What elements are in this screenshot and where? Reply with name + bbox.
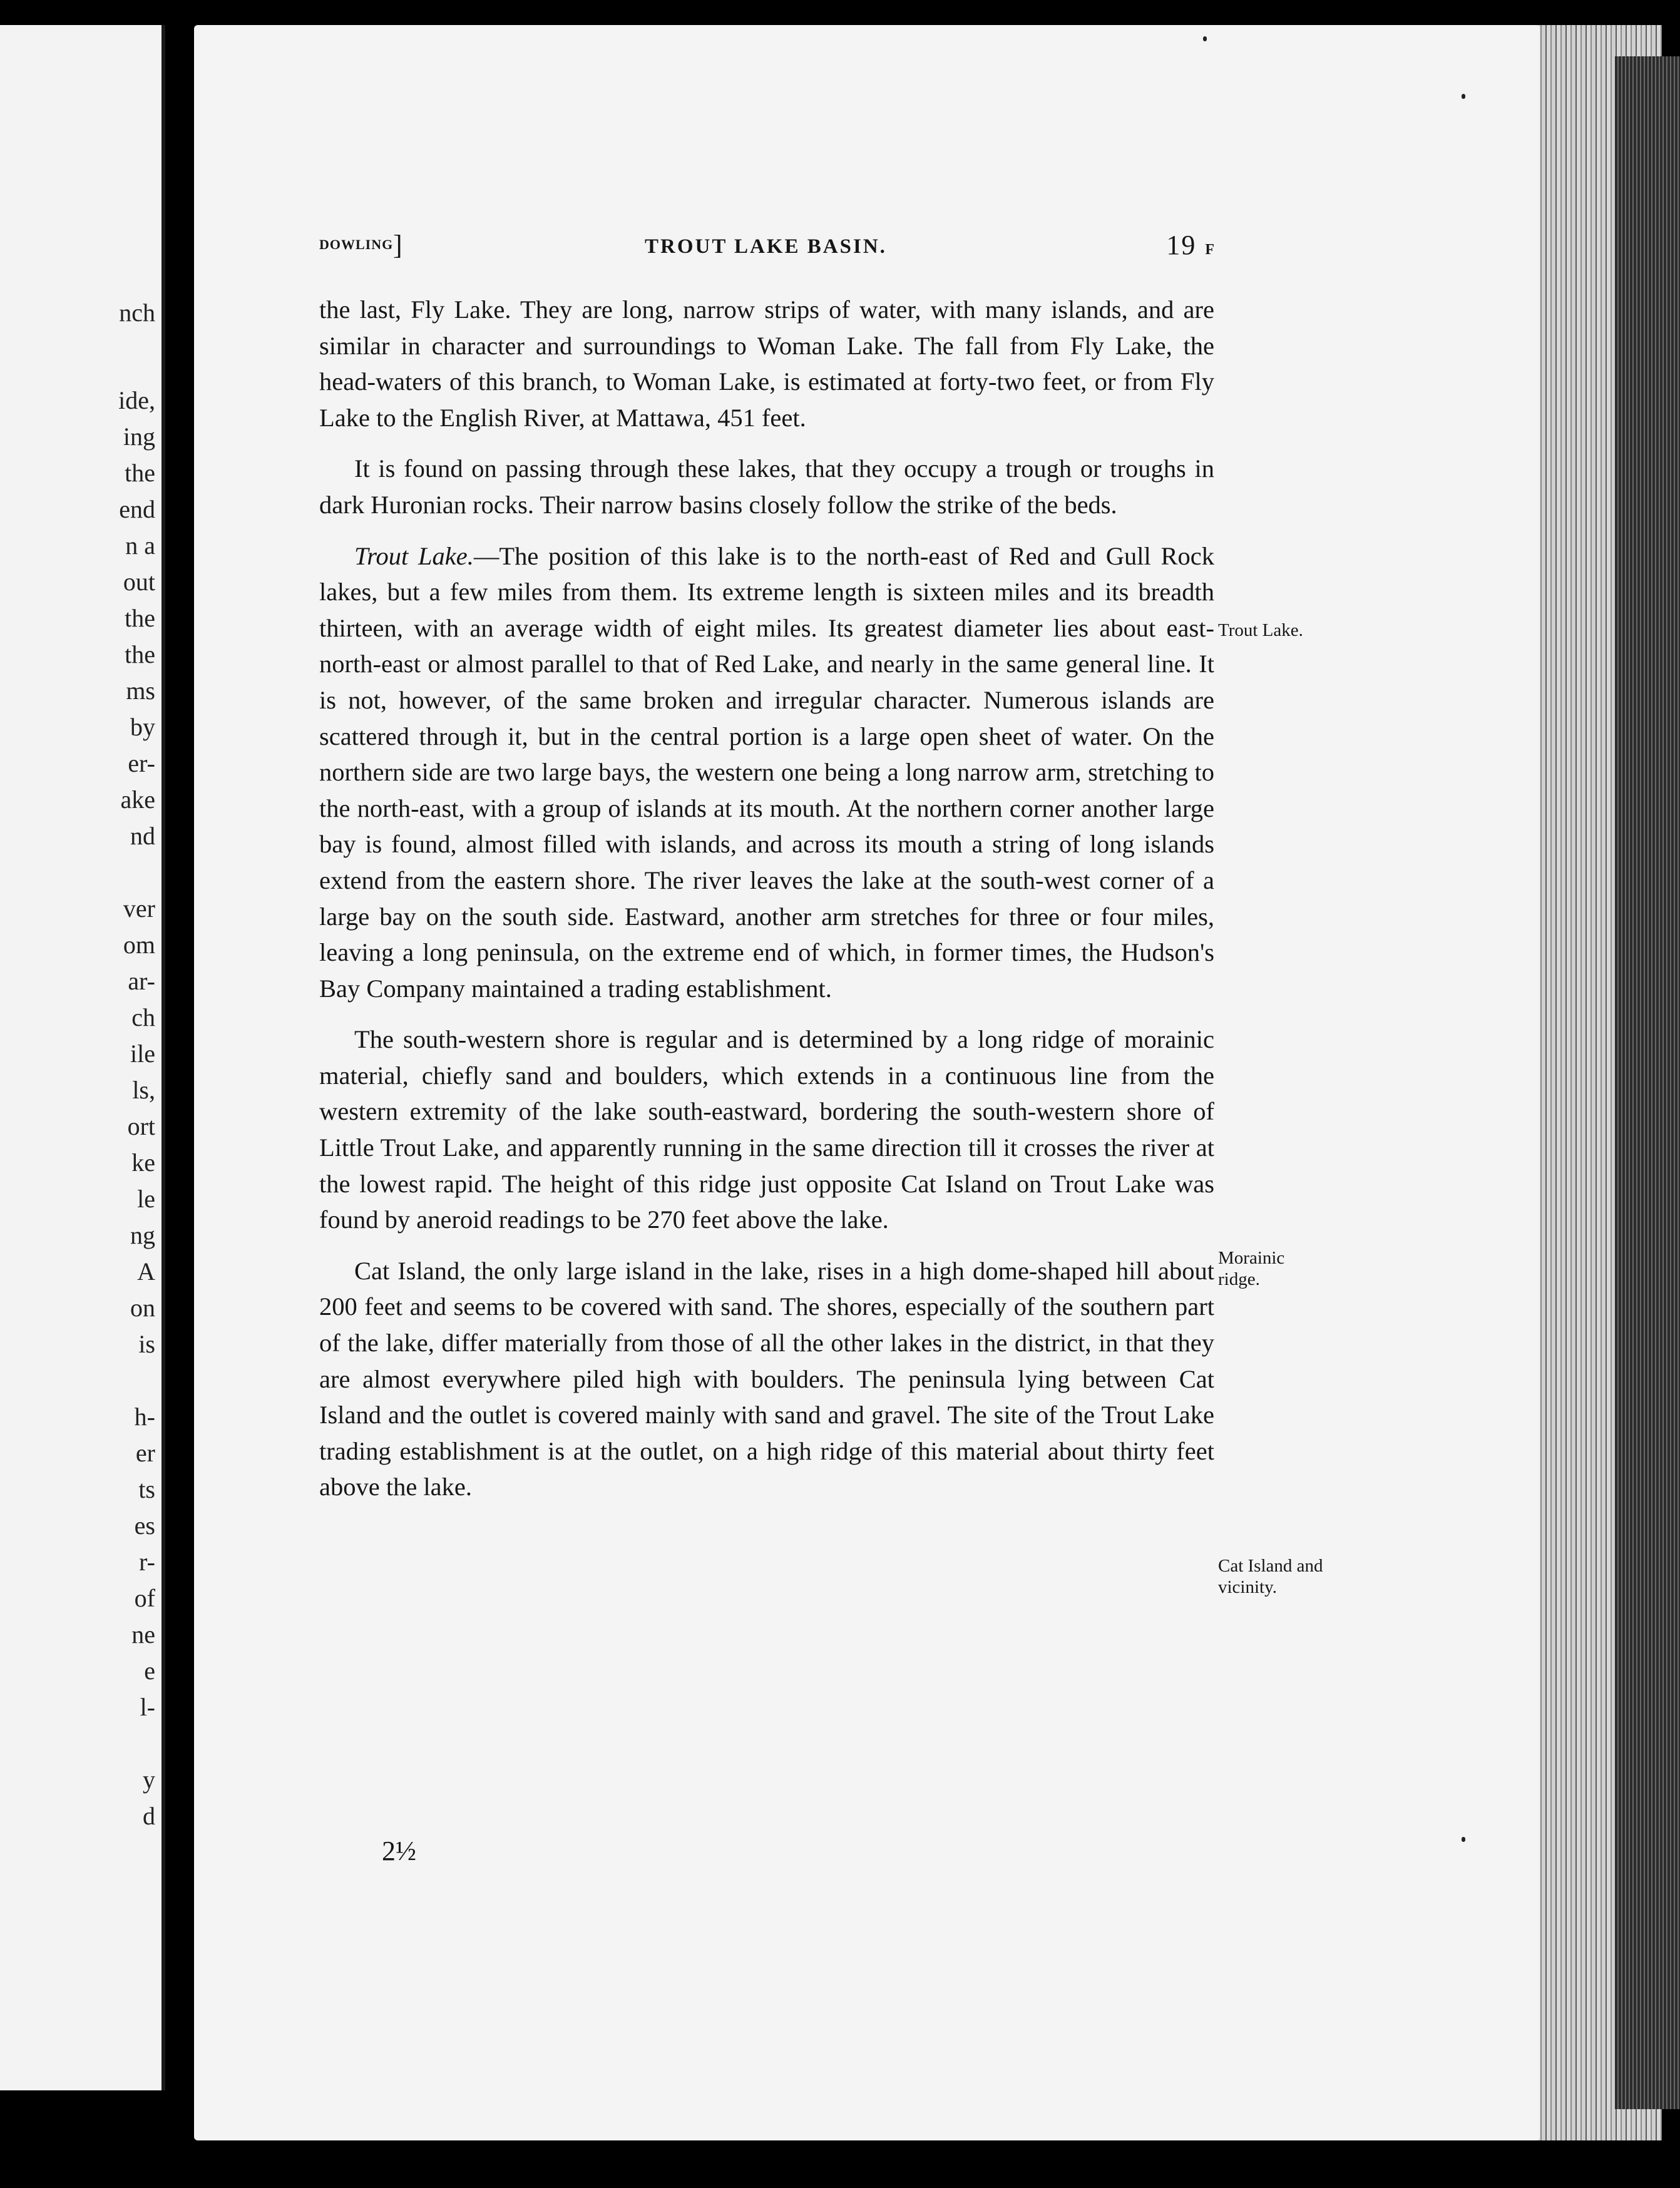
paragraph-3	[319, 538, 1214, 1007]
facing-page-fragment: e	[144, 1657, 155, 1685]
facing-page-fragment: n a	[125, 531, 155, 560]
facing-page-fragment: ts	[138, 1475, 155, 1503]
facing-page-fragment: end	[119, 495, 155, 523]
facing-page-fragment: y	[143, 1766, 155, 1794]
facing-page-fragment: ke	[131, 1148, 155, 1177]
facing-page-fragment: is	[138, 1330, 155, 1358]
dust-speck	[1462, 1837, 1465, 1842]
paragraph-4: The south-western shore is regular and is determined by a long ridge of morainic material, chiefly sand and boulders, which extends in a continuous line from the western extremity of the lake south-eastward, bordering the south-western shore of Little Trout Lake, and apparently running in the same direction till it crosses the river at the lowest rapid. The height of this ridge just opposite Cat Island on Trout Lake was found by aneroid readings to be 270 feet above the lake.	[319, 1025, 1214, 1234]
paragraph-2: It is found on passing through these lakes, that they occupy a trough or troughs in dark Huronian rocks. Their narrow basins closely follow the strike of the beds.	[319, 454, 1214, 519]
signature-mark: 2½	[382, 1836, 416, 1866]
side-note-trout-lake: Trout Lake.	[1218, 620, 1303, 640]
paragraph-5: Cat Island, the only large island in the lake, rises in a high dome-shaped hill about 200 feet and seems to be covered with sand. The shores, especially of the southern part of the lake, differ materially from those of all the other lakes in the district, in that they are almost everywhere piled high with boulders. The peninsula lying between Cat Island and the outlet is covered mainly with sand and gravel. The site of the Trout Lake trading establishment is at the outlet, on a high ridge of this material about thirty feet above the lake.	[319, 1256, 1214, 1501]
facing-page-fragment: ver	[123, 894, 155, 923]
running-head-title: TROUT LAKE BASIN.	[645, 235, 887, 258]
side-note-morainic: Morainic	[1218, 1248, 1285, 1268]
running-head-author: DOWLING	[319, 237, 394, 252]
dust-speck	[1462, 94, 1465, 99]
facing-page-fragment: ne	[131, 1620, 155, 1649]
facing-page-fragment: nd	[130, 822, 155, 850]
facing-page-fragment: ar-	[128, 967, 155, 995]
facing-page-fragment: on	[130, 1294, 155, 1322]
facing-page-fragment: ch	[131, 1003, 155, 1031]
facing-page-fragment: A	[137, 1257, 155, 1286]
running-head-bracket: ]	[393, 230, 404, 260]
facing-page-fragment: h-	[134, 1403, 155, 1431]
facing-page-fragment: out	[123, 568, 155, 596]
facing-page-fragment: om	[123, 931, 155, 959]
running-head	[319, 232, 1214, 263]
facing-page-fragment: ls,	[132, 1076, 155, 1104]
facing-page-fragment: the	[125, 459, 155, 487]
facing-page-fragment: the	[125, 640, 155, 668]
facing-page-fragment: ng	[130, 1221, 155, 1249]
facing-page-fragment: nch	[119, 299, 155, 327]
page-number	[1166, 229, 1214, 261]
facing-page-fragment: ake	[120, 785, 155, 814]
facing-page-fragment: d	[143, 1802, 155, 1830]
facing-page-fragment: l-	[140, 1693, 155, 1721]
facing-page-fragment: le	[137, 1185, 155, 1213]
facing-page	[0, 25, 165, 2090]
side-note-ridge: ridge.	[1218, 1269, 1260, 1289]
facing-page-fragment: er-	[128, 749, 155, 777]
dust-speck	[1203, 36, 1207, 41]
side-note-cat-island: Cat Island and	[1218, 1556, 1323, 1576]
facing-page-fragment: es	[134, 1511, 155, 1540]
body-text	[319, 292, 1214, 1520]
facing-page-fragment: ide,	[118, 386, 155, 414]
paragraph-heading: Trout Lake.	[354, 541, 474, 570]
facing-page-fragment: ms	[126, 677, 155, 705]
facing-page-fragment: ile	[130, 1040, 155, 1068]
side-note-vicinity: vicinity.	[1218, 1577, 1277, 1597]
paragraph-1: the last, Fly Lake. They are long, narrow strips of water, with many islands, and are similar in character and surroundings to Woman Lake. The fall from Fly Lake, the head-waters of this branch, to Woman Lake, is estimated at forty-two feet, or from Fly Lake to the English River, at Mattawa, 451 feet.	[319, 295, 1214, 432]
page-number-suffix: F	[1205, 242, 1214, 258]
paragraph-3-text: —The position of this lake is to the north-east of Red and Gull Rock lakes, but a few miles from them. Its extreme length is sixteen miles and its breadth thirteen, with an average width of eight miles. Its greatest diameter lies about east-north-east or almost parallel to that of Red Lake, and nearly in the same general line. It is not, however, of the same broken and irregular character. Numerous islands are scattered through it, but in the central portion is a large open sheet of water. On the northern side are two large bays, the western one being a long narrow arm, stretching to the north-east, with a group of islands at its mouth. At the northern corner another large bay is found, almost filled with islands, and across its mouth a string of long islands extend from the eastern shore. The river leaves the lake at the south-west corner of a large bay on the south side. Eastward, another arm stretches for three or four miles, leaving a long peninsula, on the extreme end of which, in former times, the Hudson's Bay Company maintained a trading establishment.	[319, 541, 1214, 1003]
facing-page-fragment: the	[125, 604, 155, 632]
facing-page-fragment: of	[134, 1584, 155, 1612]
facing-page-fragment: by	[130, 713, 155, 741]
facing-page-fragment: ort	[127, 1112, 155, 1140]
page-number-value: 19	[1166, 230, 1197, 260]
page-stack-shadow	[1615, 56, 1680, 2109]
facing-page-fragment: r-	[139, 1548, 155, 1576]
facing-page-fragment: ing	[123, 422, 155, 451]
facing-page-fragment: er	[135, 1439, 155, 1467]
